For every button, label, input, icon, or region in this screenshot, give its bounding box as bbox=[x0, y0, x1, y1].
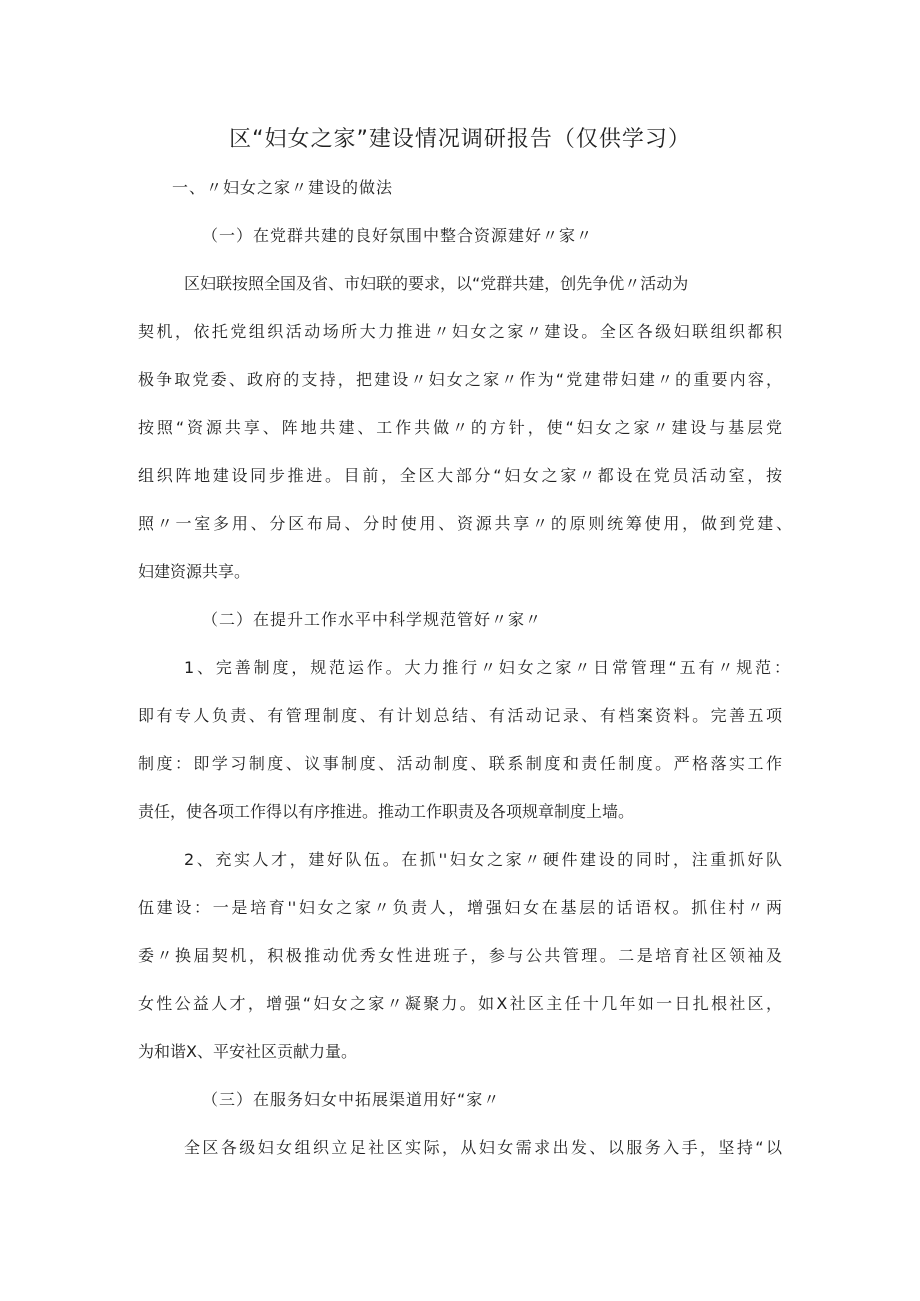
subsection-heading-3: （三）在服务妇女中拓展渠道用好“家〃 bbox=[202, 1090, 501, 1109]
paragraph-1-line-2: 契机，依托党组织活动场所大力推进〃妇女之家〃建设。全区各级妇联组织都积 bbox=[138, 322, 782, 341]
paragraph-1-line-5: 组织阵地建设同步推进。目前，全区大部分“妇女之家〃都设在党员活动室，按 bbox=[138, 466, 782, 485]
paragraph-3-line-5: 为和谐X、平安社区贡献力量。 bbox=[138, 1042, 357, 1061]
paragraph-1-line-4: 按照“资源共享、阵地共建、工作共做〃的方针，使“妇女之家〃建设与基层党 bbox=[138, 418, 782, 437]
paragraph-3-line-1: 2、充实人才，建好队伍。在抓''妇女之家〃硬件建设的同时，注重抓好队 bbox=[184, 850, 782, 869]
paragraph-1-line-3: 极争取党委、政府的支持，把建设〃妇女之家〃作为“党建带妇建〃的重要内容， bbox=[138, 370, 782, 389]
paragraph-3-line-3: 委〃换届契机，积极推动优秀女性进班子，参与公共管理。二是培育社区领袖及 bbox=[138, 946, 782, 965]
paragraph-3-line-2: 伍建设：一是培育''妇女之家〃负责人，增强妇女在基层的话语权。抓住村〃两 bbox=[138, 898, 782, 917]
document-title: 区“妇女之家”建设情况调研报告（仅供学习） bbox=[229, 127, 691, 152]
paragraph-1-line-6: 照〃一室多用、分区布局、分时使用、资源共享〃的原则统筹使用，做到党建、 bbox=[138, 514, 792, 533]
paragraph-2-line-2: 即有专人负责、有管理制度、有计划总结、有活动记录、有档案资料。完善五项 bbox=[138, 706, 782, 725]
paragraph-4-line-1: 全区各级妇女组织立足社区实际，从妇女需求出发、以服务入手，坚持“以 bbox=[184, 1138, 782, 1157]
section-heading-1: 一、〃妇女之家〃建设的做法 bbox=[172, 178, 394, 197]
subsection-heading-1: （一）在党群共建的良好氛围中整合资源建好〃家〃 bbox=[202, 226, 594, 245]
paragraph-2-line-3: 制度：即学习制度、议事制度、活动制度、联系制度和责任制度。严格落实工作 bbox=[138, 754, 782, 773]
paragraph-2-line-1: 1、完善制度，规范运作。大力推行〃妇女之家〃日常管理“五有〃规范： bbox=[184, 658, 790, 677]
paragraph-1-line-1: 区妇联按照全国及省、市妇联的要求，以“党群共建，创先争优〃活动为 bbox=[184, 274, 689, 293]
subsection-heading-2: （二）在提升工作水平中科学规范管好〃家〃 bbox=[202, 610, 543, 629]
paragraph-1-line-7: 妇建资源共享。 bbox=[138, 562, 251, 581]
paragraph-3-line-4: 女性公益人才，增强“妇女之家〃凝聚力。如X社区主任十几年如一日扎根社区， bbox=[138, 994, 782, 1013]
paragraph-2-line-4: 责任，使各项工作得以有序推进。推动工作职责及各项规章制度上墙。 bbox=[138, 802, 635, 821]
